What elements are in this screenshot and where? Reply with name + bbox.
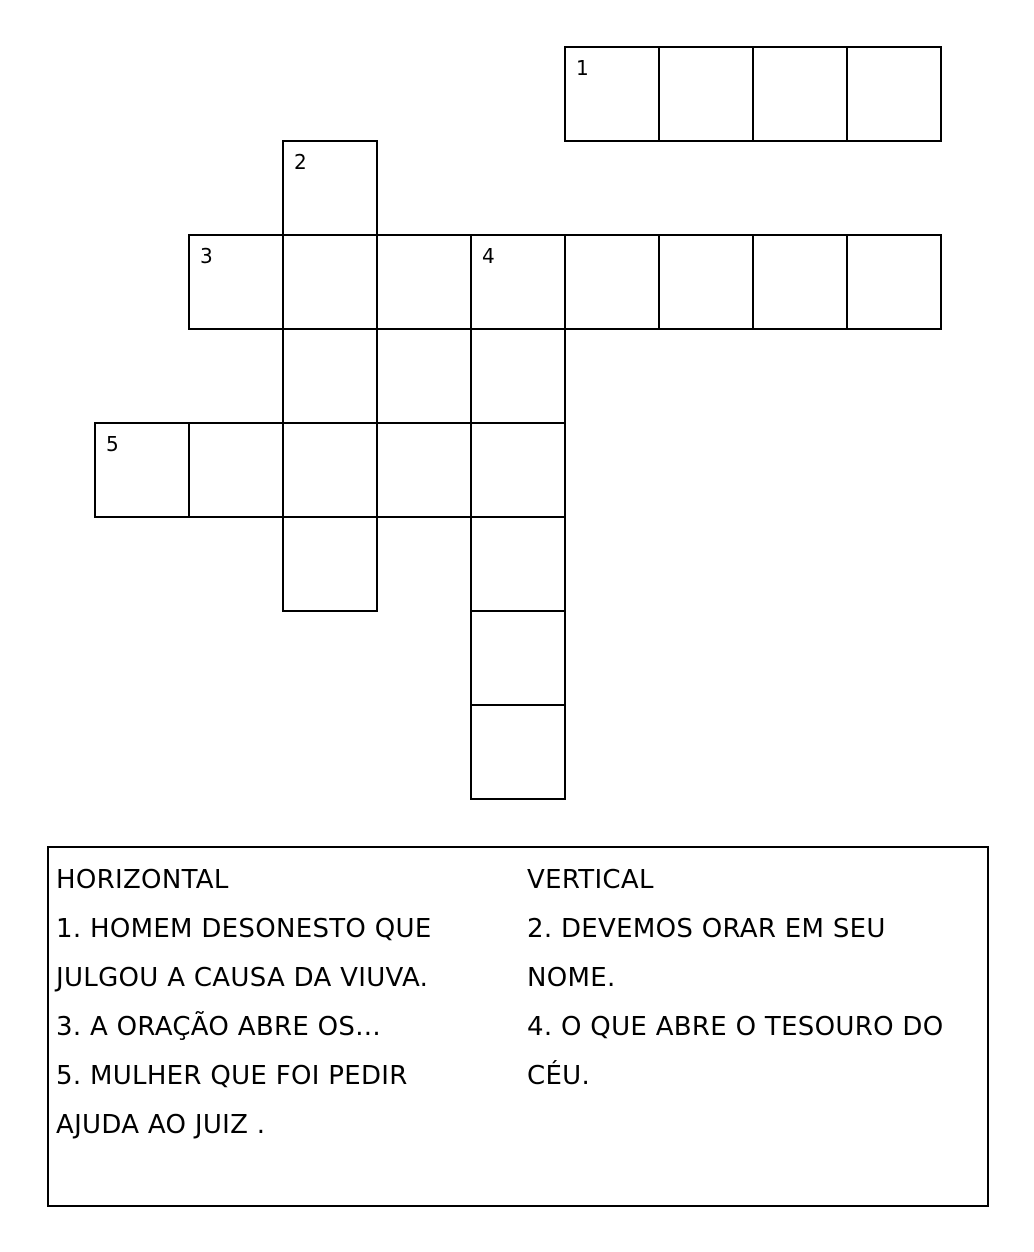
crossword-cell[interactable]	[282, 140, 378, 236]
crossword-cell[interactable]	[658, 46, 754, 142]
crossword-cell[interactable]	[188, 422, 284, 518]
clue-line: AJUDA AO JUIZ .	[56, 1110, 266, 1140]
crossword-cell[interactable]	[658, 234, 754, 330]
crossword-cell[interactable]	[282, 422, 378, 518]
clue-number: 5	[106, 432, 119, 456]
clue-line: JULGOU A CAUSA DA VIUVA.	[56, 963, 429, 993]
clue-line: 5. MULHER QUE FOI PEDIR	[56, 1061, 408, 1091]
clue-line: 1. HOMEM DESONESTO QUE	[56, 914, 432, 944]
crossword-cell[interactable]	[846, 234, 942, 330]
horizontal-clues	[56, 856, 516, 1150]
crossword-cell[interactable]	[282, 234, 378, 330]
vertical-clues	[527, 856, 977, 1101]
crossword-cell[interactable]	[376, 234, 472, 330]
crossword-cell[interactable]	[470, 516, 566, 612]
crossword-cell[interactable]	[470, 610, 566, 706]
horizontal-heading: HORIZONTAL	[56, 865, 229, 895]
clue-line: 4. O QUE ABRE O TESOURO DO	[527, 1012, 944, 1042]
vertical-heading: VERTICAL	[527, 865, 654, 895]
crossword-cell[interactable]	[94, 422, 190, 518]
clue-line: NOME.	[527, 963, 616, 993]
crossword-cell[interactable]	[564, 46, 660, 142]
crossword-cell[interactable]	[470, 328, 566, 424]
crossword-cell[interactable]	[564, 234, 660, 330]
clue-number: 4	[482, 244, 495, 268]
clue-number: 3	[200, 244, 213, 268]
crossword-cell[interactable]	[188, 234, 284, 330]
clue-line: 2. DEVEMOS ORAR EM SEU	[527, 914, 886, 944]
crossword-cell[interactable]	[470, 704, 566, 800]
crossword-cell[interactable]	[376, 422, 472, 518]
clue-number: 1	[576, 56, 589, 80]
clue-number: 2	[294, 150, 307, 174]
clue-line: CÉU.	[527, 1061, 591, 1091]
crossword-cell[interactable]	[752, 234, 848, 330]
crossword-cell[interactable]	[282, 328, 378, 424]
clues-box	[47, 846, 989, 1207]
clue-line: 3. A ORAÇÃO ABRE OS...	[56, 1012, 381, 1042]
crossword-cell[interactable]	[846, 46, 942, 142]
crossword-cell[interactable]	[752, 46, 848, 142]
crossword-cell[interactable]	[470, 234, 566, 330]
crossword-cell[interactable]	[470, 422, 566, 518]
crossword-cell[interactable]	[282, 516, 378, 612]
